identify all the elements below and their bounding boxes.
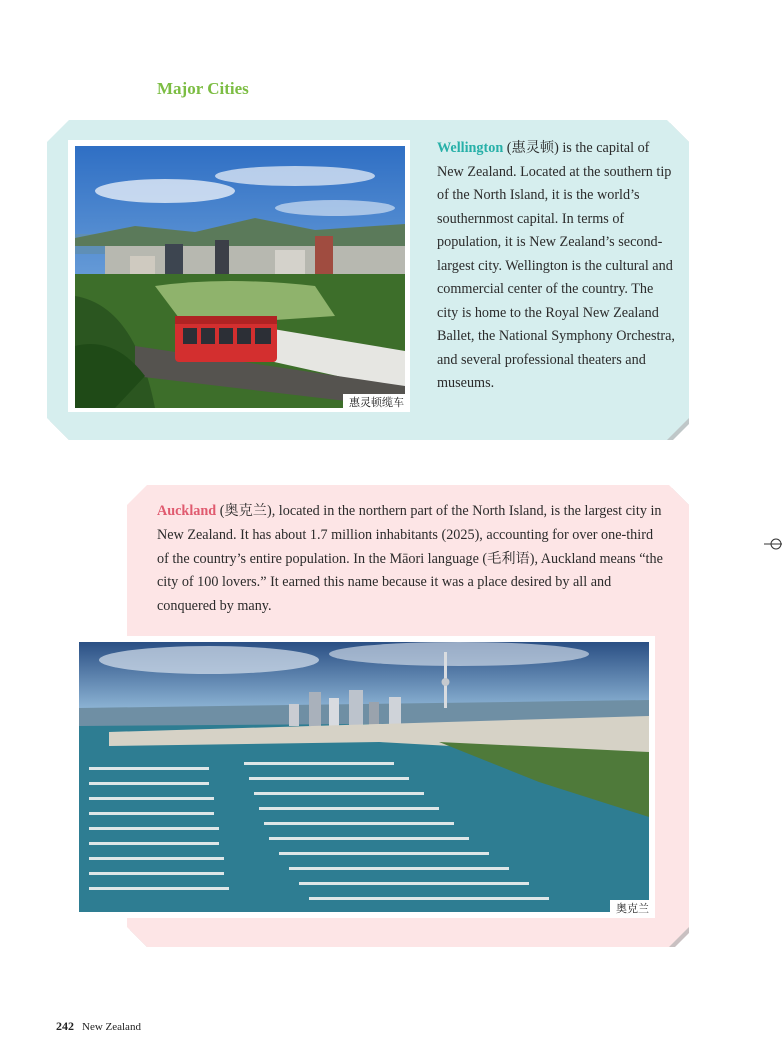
wellington-cable-car-photo <box>75 146 405 408</box>
section-title: Major Cities <box>157 79 249 98</box>
page-footer <box>56 1019 141 1034</box>
auckland-body: , located in the northern part of the North Island, is the largest city in New Zealand. It has about 1.7 million inhabitants (2025), accounting for over one-third of the country’s entire population. In the Māori language (毛利语), Auckland means “the city of 100 lovers.” It earned this name because it was a place desired by all and conquered by many. <box>157 503 663 615</box>
auckland-heading: Auckland <box>157 503 217 519</box>
wellington-paragraph <box>437 137 677 396</box>
wellington-photo-frame <box>68 140 410 412</box>
auckland-photo-caption: 奥克兰 <box>610 900 655 918</box>
crop-mark-icon <box>764 535 782 553</box>
book-title: New Zealand <box>82 1021 141 1033</box>
auckland-harbour-photo <box>79 642 649 912</box>
auckland-photo-frame <box>73 636 655 918</box>
wellington-photo-caption: 惠灵顿缆车 <box>343 394 410 412</box>
auckland-chinese-name: (奥克兰) <box>219 503 272 519</box>
wellington-heading: Wellington <box>437 140 504 156</box>
page-number: 242 <box>56 1019 74 1033</box>
wellington-chinese-name: (惠灵顿) <box>506 140 559 156</box>
auckland-paragraph <box>157 500 667 619</box>
wellington-body: is the capital of New Zealand. Located at the southern tip of the North Island, it is the world’s southernmost capital. In terms of population, it is New Zealand’s second-largest city. Wellington is the cultural and commercial center of the country. The city is home to the Royal New Zealand Ballet, the National Symphony Orchestra, and several professional theaters and museums. <box>437 140 675 391</box>
wellington-card <box>47 120 689 440</box>
